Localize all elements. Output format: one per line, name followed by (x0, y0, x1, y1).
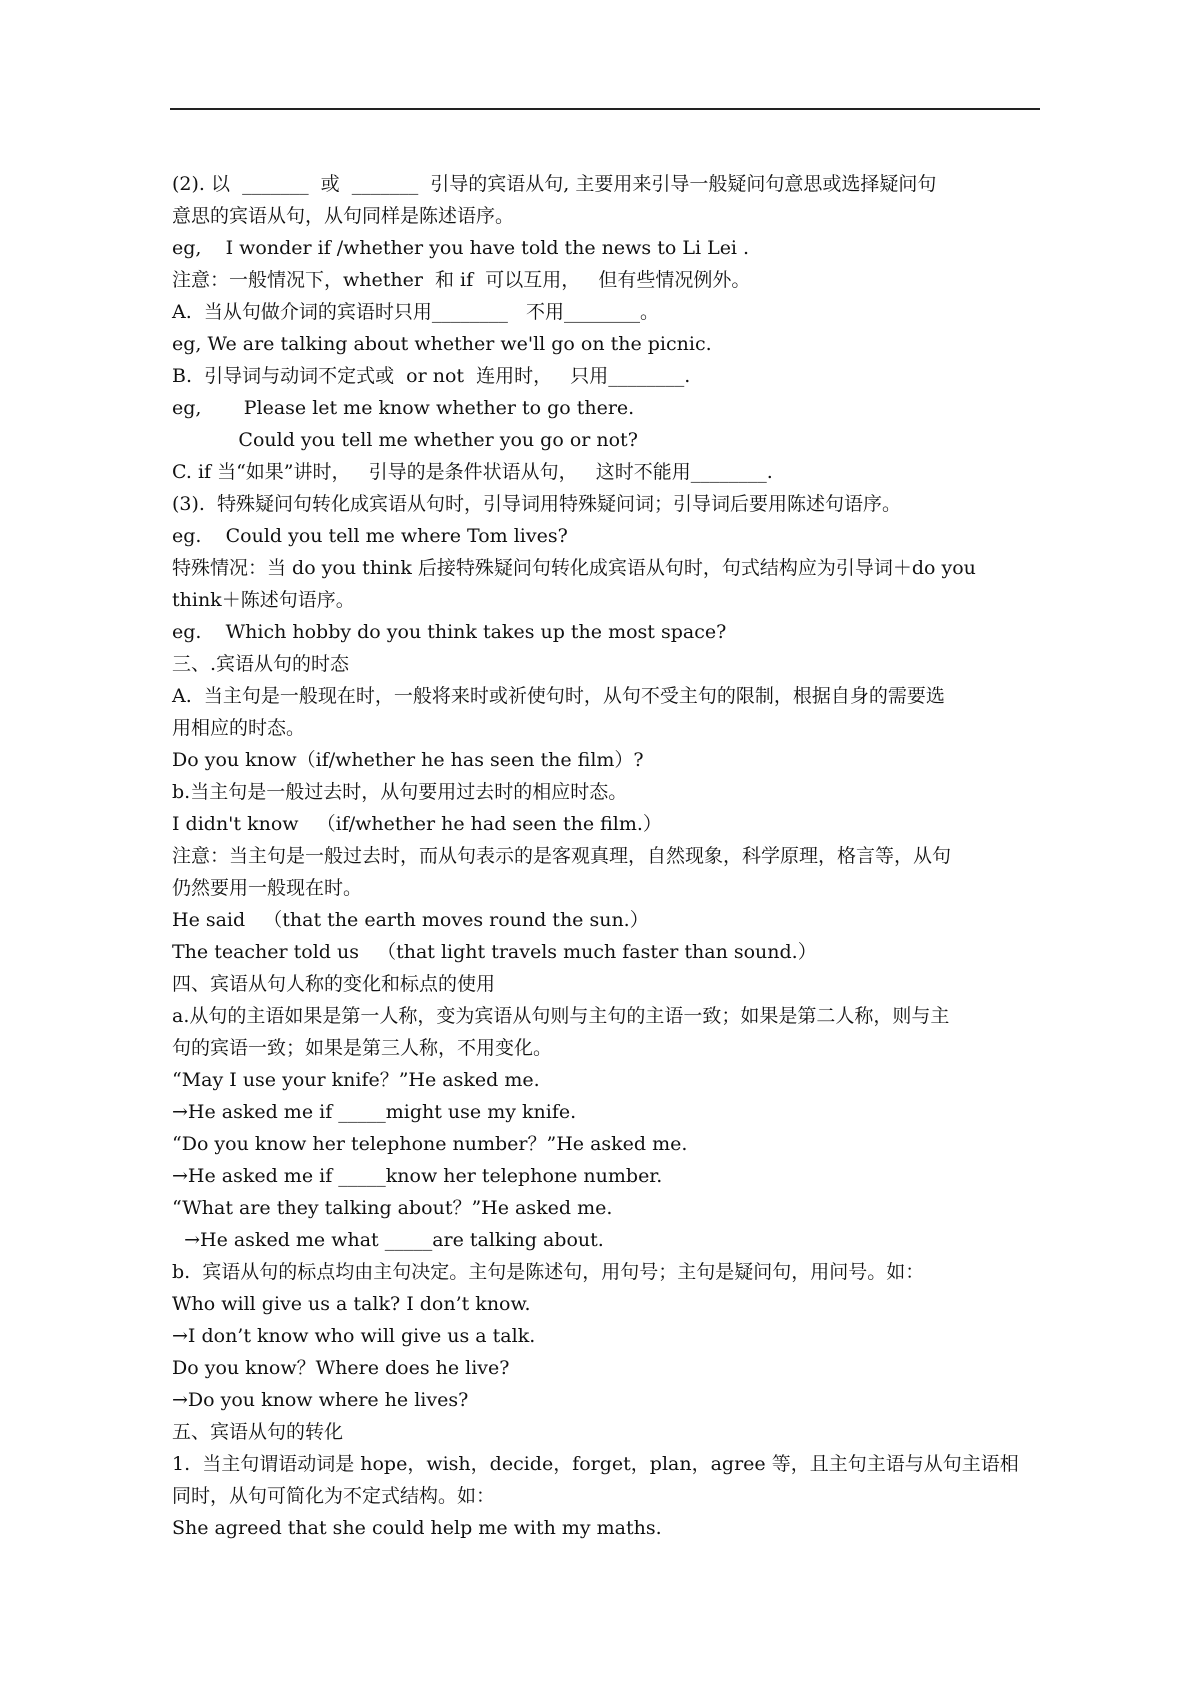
section-heading: 四、宾语从句人称的变化和标点的使用 (172, 973, 496, 995)
text-line: A. 当主句是一般现在时，一般将来时或祈使句时，从句不受主句的限制，根据自身的需要选 (172, 685, 945, 707)
text-line: “May I use your knife？”He asked me. (172, 1069, 540, 1091)
text-line: eg, We are talking about whether we'll go on the picnic. (172, 333, 712, 355)
text-line: “Do you know her telephone number？”He asked me. (172, 1133, 688, 1155)
text-line: Who will give us a talk? I don’t know. (172, 1293, 531, 1315)
text-line: b. 宾语从句的标点均由主句决定。主句是陈述句，用句号；主句是疑问句，用问号。如： (172, 1261, 925, 1283)
header-rule (170, 108, 1040, 110)
text-line: a.从句的主语如果是第一人称，变为宾语从句则与主句的主语一致；如果是第二人称，则与主 (172, 1005, 950, 1027)
text-line: eg. Which hobby do you think takes up the most space? (172, 621, 727, 643)
text-line: →He asked me if _____know her telephone number. (172, 1165, 663, 1187)
text-line: The teacher told us （that light travels much faster than sound.） (172, 941, 817, 963)
text-line: Do you know（if/whether he has seen the film）? (172, 749, 644, 771)
text-line: 仍然要用一般现在时。 (172, 877, 363, 899)
section-heading: 三、.宾语从句的时态 (172, 653, 350, 675)
text-line: 用相应的时态。 (172, 717, 306, 739)
text-line: eg, Please let me know whether to go there. (172, 397, 635, 419)
text-line: b.当主句是一般过去时，从句要用过去时的相应时态。 (172, 781, 628, 803)
text-line: 注意：当主句是一般过去时，而从句表示的是客观真理，自然现象，科学原理，格言等，从句 (172, 845, 952, 867)
text-line: 特殊情况：当 do you think 后接特殊疑问句转化成宾语从句时，句式结构应为引导词＋do you (172, 557, 976, 579)
text-line: Could you tell me whether you go or not? (172, 429, 638, 451)
text-line: C. if 当“如果”讲时， 引导的是条件状语从句， 这时不能用________. (172, 461, 773, 483)
text-line: 1. 当主句谓语动词是 hope，wish，decide，forget，plan，agree 等，且主句主语与从句主语相 (172, 1453, 1019, 1475)
text-line: →I don’t know who will give us a talk. (172, 1325, 536, 1347)
section-heading: 五、宾语从句的转化 (172, 1421, 344, 1443)
text-line: A. 当从句做介词的宾语时只用________ 不用________。 (172, 301, 659, 323)
text-line: B. 引导词与动词不定式或 or not 连用时， 只用________. (172, 365, 691, 387)
text-line: “What are they talking about？”He asked me. (172, 1197, 613, 1219)
text-line: (3). 特殊疑问句转化成宾语从句时，引导词用特殊疑问词；引导词后要用陈述句语序。 (172, 493, 902, 515)
text-line: Do you know？Where does he live? (172, 1357, 510, 1379)
text-line: 注意：一般情况下，whether 和 if 可以互用， 但有些情况例外。 (172, 269, 751, 291)
text-line: →Do you know where he lives? (172, 1389, 469, 1411)
text-line: He said （that the earth moves round the sun.） (172, 909, 649, 931)
text-line: →He asked me if _____might use my knife. (172, 1101, 577, 1123)
text-line: 同时，从句可简化为不定式结构。如： (172, 1485, 496, 1507)
text-line: think＋陈述句语序。 (172, 589, 355, 611)
document-body (172, 168, 1040, 1544)
text-line: eg, I wonder if /whether you have told the news to Li Lei . (172, 237, 750, 259)
text-line: (2). 以 _______ 或 _______ 引导的宾语从句, 主要用来引导一般疑问句意思或选择疑问句 (172, 173, 937, 195)
text-line: →He asked me what _____are talking about. (172, 1229, 604, 1251)
text-line: eg. Could you tell me where Tom lives? (172, 525, 568, 547)
text-line: I didn't know （if/whether he had seen the film.） (172, 813, 662, 835)
text-line: 意思的宾语从句，从句同样是陈述语序。 (172, 205, 515, 227)
text-line: 句的宾语一致；如果是第三人称，不用变化。 (172, 1037, 553, 1059)
text-line: She agreed that she could help me with my maths. (172, 1517, 662, 1539)
